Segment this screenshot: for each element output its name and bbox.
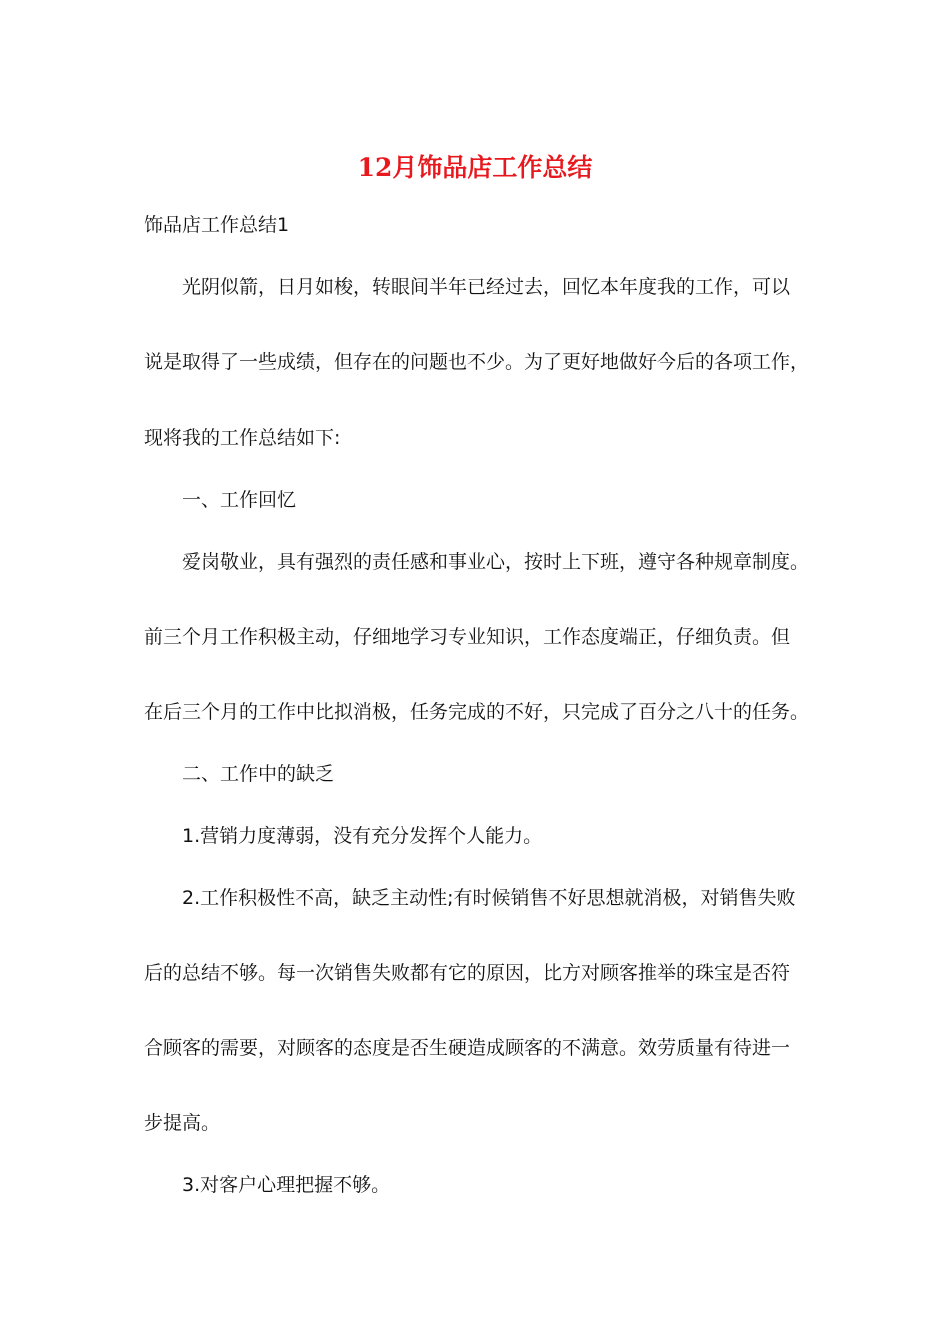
list-item-1: 1.营销力度薄弱，没有充分发挥个人能力。 (182, 825, 543, 847)
paragraph-intro-line-2: 说是取得了一些成绩，但存在的问题也不少。为了更好地做好今后的各项工作， (144, 351, 810, 373)
paragraph-review-line-1: 爱岗敬业，具有强烈的责任感和事业心，按时上下班，遵守各种规章制度。 (182, 551, 810, 573)
section-heading-summary-1: 饰品店工作总结1 (144, 214, 290, 236)
paragraph-intro-line-3: 现将我的工作总结如下: (144, 427, 341, 449)
list-item-3: 3.对客户心理把握不够。 (182, 1174, 391, 1196)
paragraph-review-line-2: 前三个月工作积极主动，仔细地学习专业知识，工作态度端正，仔细负责。但 (144, 626, 791, 648)
section-heading-work-review: 一、工作回忆 (182, 489, 297, 511)
list-item-2-line-3: 合顾客的需要，对顾客的态度是否生硬造成顾客的不满意。效劳质量有待进一 (144, 1037, 791, 1059)
paragraph-intro-line-1: 光阴似箭，日月如梭，转眼间半年已经过去，回忆本年度我的工作，可以 (182, 276, 791, 298)
list-item-2-line-2: 后的总结不够。每一次销售失败都有它的原因，比方对顾客推举的珠宝是否符 (144, 962, 791, 984)
list-item-2-line-1: 2.工作积极性不高，缺乏主动性;有时候销售不好思想就消极，对销售失败 (182, 887, 796, 909)
list-item-2-line-4: 步提高。 (144, 1112, 221, 1134)
section-heading-shortcomings: 二、工作中的缺乏 (182, 763, 335, 785)
document-title: 12月饰品店工作总结 (357, 153, 593, 182)
paragraph-review-line-3: 在后三个月的工作中比拟消极，任务完成的不好，只完成了百分之八十的任务。 (144, 701, 810, 723)
